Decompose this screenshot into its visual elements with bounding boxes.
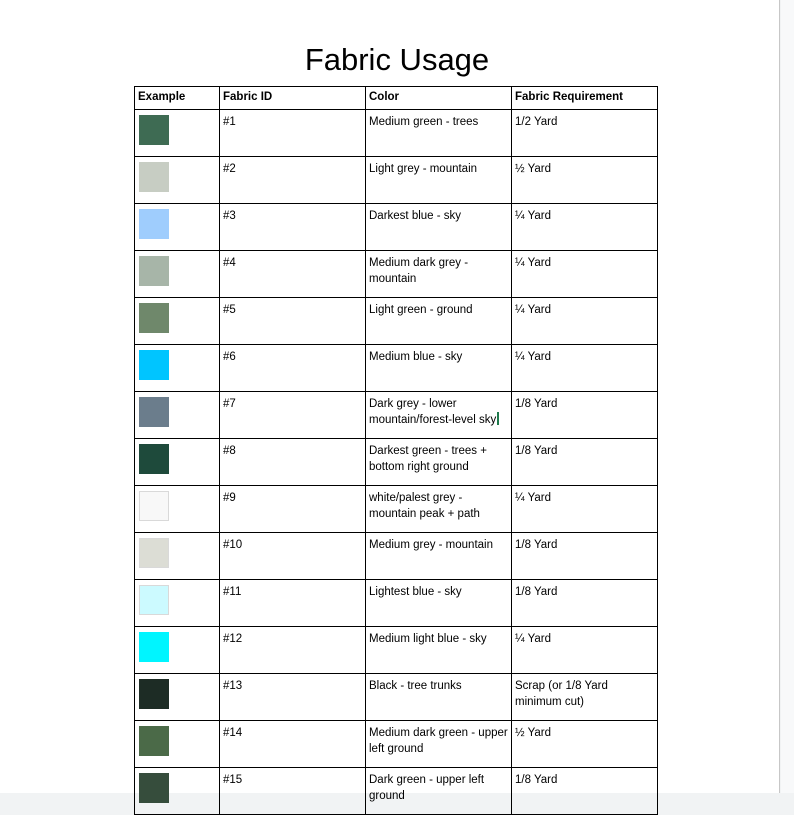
example-cell — [135, 721, 220, 768]
color-cell — [366, 486, 512, 533]
color-cell — [366, 345, 512, 392]
fabric-swatch — [139, 115, 169, 145]
fabric-requirement-cell: 1/8 Yard — [512, 533, 658, 580]
example-cell — [135, 110, 220, 157]
color-text: Lightest blue - sky — [369, 586, 462, 598]
fabric-id-cell: #12 — [220, 627, 366, 674]
table-row — [135, 627, 658, 674]
fabric-swatch — [139, 585, 169, 615]
fabric-id-cell: #9 — [220, 486, 366, 533]
color-cell — [366, 721, 512, 768]
fabric-requirement-cell: 1/8 Yard — [512, 439, 658, 486]
fabric-swatch — [139, 726, 169, 756]
table-row — [135, 768, 658, 815]
header-example: Example — [135, 87, 220, 110]
fabric-id-cell: #4 — [220, 251, 366, 298]
table-row — [135, 345, 658, 392]
example-cell — [135, 580, 220, 627]
table-row — [135, 580, 658, 627]
example-cell — [135, 533, 220, 580]
color-text: white/palest grey - mountain peak + path — [369, 492, 480, 520]
fabric-id-cell: #6 — [220, 345, 366, 392]
color-text: Black - tree trunks — [369, 680, 462, 692]
color-cell — [366, 674, 512, 721]
table-row — [135, 110, 658, 157]
example-cell — [135, 486, 220, 533]
color-cell — [366, 204, 512, 251]
fabric-swatch — [139, 303, 169, 333]
example-cell — [135, 627, 220, 674]
fabric-id-cell: #13 — [220, 674, 366, 721]
table-row — [135, 721, 658, 768]
color-cell — [366, 110, 512, 157]
example-cell — [135, 768, 220, 815]
fabric-id-cell: #7 — [220, 392, 366, 439]
fabric-id-cell: #2 — [220, 157, 366, 204]
fabric-swatch — [139, 538, 169, 568]
fabric-requirement-cell: 1/8 Yard — [512, 768, 658, 815]
fabric-requirement-cell: ¼ Yard — [512, 298, 658, 345]
fabric-id-cell: #11 — [220, 580, 366, 627]
table-row — [135, 439, 658, 486]
color-text: Medium dark grey - mountain — [369, 257, 469, 285]
fabric-requirement-cell: ¼ Yard — [512, 251, 658, 298]
fabric-swatch — [139, 444, 169, 474]
example-cell — [135, 298, 220, 345]
color-text: Darkest blue - sky — [369, 210, 462, 222]
color-cell — [366, 768, 512, 815]
fabric-swatch — [139, 162, 169, 192]
fabric-id-cell: #5 — [220, 298, 366, 345]
header-color: Color — [366, 87, 512, 110]
header-fabric-id: Fabric ID — [220, 87, 366, 110]
example-cell — [135, 392, 220, 439]
fabric-swatch — [139, 491, 169, 521]
fabric-requirement-cell: ¼ Yard — [512, 204, 658, 251]
fabric-swatch — [139, 773, 169, 803]
example-cell — [135, 157, 220, 204]
color-text: Dark green - upper left ground — [369, 774, 485, 802]
color-cell — [366, 157, 512, 204]
fabric-id-cell: #1 — [220, 110, 366, 157]
color-text: Darkest green - trees + bottom right ground — [369, 445, 487, 473]
example-cell — [135, 674, 220, 721]
color-cell — [366, 298, 512, 345]
example-cell — [135, 204, 220, 251]
color-cell — [366, 533, 512, 580]
fabric-requirement-cell: 1/8 Yard — [512, 580, 658, 627]
color-text: Medium grey - mountain — [369, 539, 493, 551]
example-cell — [135, 439, 220, 486]
fabric-id-cell: #10 — [220, 533, 366, 580]
fabric-swatch — [139, 632, 169, 662]
fabric-requirement-cell: 1/8 Yard — [512, 392, 658, 439]
header-fabric-requirement: Fabric Requirement — [512, 87, 658, 110]
fabric-id-cell: #3 — [220, 204, 366, 251]
fabric-usage-table — [134, 86, 658, 815]
fabric-requirement-cell: ½ Yard — [512, 157, 658, 204]
color-text: Dark grey - lower mountain/forest-level sky — [369, 398, 497, 426]
fabric-swatch — [139, 397, 169, 427]
fabric-swatch — [139, 256, 169, 286]
fabric-id-cell: #14 — [220, 721, 366, 768]
page-margin-strip — [781, 0, 794, 793]
document-title: Fabric Usage — [304, 42, 490, 77]
fabric-swatch — [139, 350, 169, 380]
example-cell — [135, 345, 220, 392]
fabric-requirement-cell: Scrap (or 1/8 Yard minimum cut) — [512, 674, 658, 721]
color-text: Medium blue - sky — [369, 351, 463, 363]
table-body — [135, 110, 658, 815]
table-header-row — [135, 87, 658, 110]
color-text: Medium green - trees — [369, 116, 479, 128]
fabric-requirement-cell: ¼ Yard — [512, 627, 658, 674]
color-cell — [366, 627, 512, 674]
example-cell — [135, 251, 220, 298]
table-row — [135, 674, 658, 721]
color-cell — [366, 251, 512, 298]
table-row — [135, 392, 658, 439]
fabric-requirement-cell: ¼ Yard — [512, 486, 658, 533]
fabric-id-cell: #8 — [220, 439, 366, 486]
fabric-requirement-cell: 1/2 Yard — [512, 110, 658, 157]
fabric-id-cell: #15 — [220, 768, 366, 815]
table-row — [135, 533, 658, 580]
text-cursor-icon — [497, 412, 499, 425]
table-row — [135, 251, 658, 298]
color-text: Light green - ground — [369, 304, 473, 316]
table-row — [135, 486, 658, 533]
fabric-requirement-cell: ¼ Yard — [512, 345, 658, 392]
color-text: Medium light blue - sky — [369, 633, 487, 645]
color-cell — [366, 439, 512, 486]
color-cell — [366, 580, 512, 627]
color-text: Medium dark green - upper left ground — [369, 727, 508, 755]
color-cell — [366, 392, 512, 439]
table-row — [135, 157, 658, 204]
fabric-swatch — [139, 679, 169, 709]
color-text: Light grey - mountain — [369, 163, 478, 175]
table-row — [135, 298, 658, 345]
fabric-swatch — [139, 209, 169, 239]
table-row — [135, 204, 658, 251]
fabric-requirement-cell: ½ Yard — [512, 721, 658, 768]
